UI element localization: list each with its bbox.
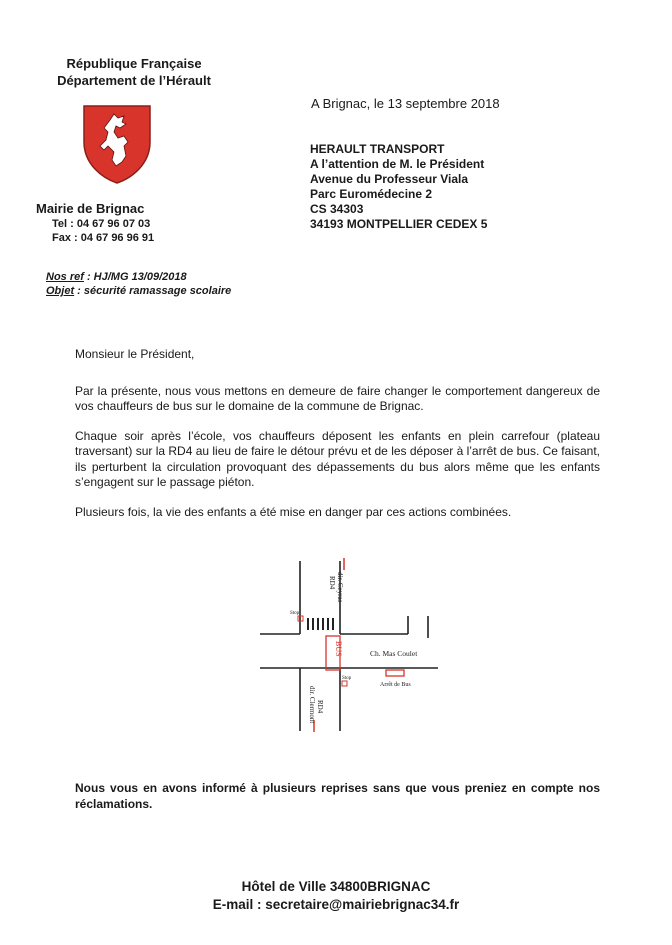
stop-bottom-label: Stop [342,676,352,681]
road-name-label: Ch. Mas Coulet [370,649,418,658]
objet [46,284,231,298]
pedestrian-crossing [308,618,333,630]
footer-address: Hôtel de Ville 34800BRIGNAC [241,879,431,894]
closing-paragraph: Nous vous en avons informé à plusieurs reprises sans que vous preniez en compte nos réclamations. [75,781,600,811]
mairie-fax: Fax : 04 67 96 96 91 [52,232,155,244]
republic-title: République Française [66,56,202,71]
dir-ceyras-label: dir. Ceyras [336,572,344,603]
date-line: A Brignac, le 13 septembre 2018 [311,96,500,111]
nos-ref-label: Nos ref [46,271,84,283]
paragraph-2: Chaque soir après l’école, vos chauffeurs déposent les enfants en plein carrefour (plateau traversant) sur la RD4 au lieu de faire le détour prévu et de les déposer à l’arrêt de bus. Ce faisant, ils perturbent la circulation provoquant des dépassements du bus alors même que les enfants s’engagent sur le passage piéton. [75,428,600,489]
recipient-line: CS 34303 [310,202,364,216]
nos-ref [46,270,231,284]
objet-value: : sécurité ramassage scolaire [74,285,232,297]
recipient-line: A l’attention de M. le Président [310,157,485,171]
paragraph-1: Par la présente, nous vous mettons en demeure de faire changer le comportement dangereux de vos chauffeurs de bus sur le domaine de la commune de Brignac. [75,383,600,413]
paragraph-3: Plusieurs fois, la vie des enfants a été mise en danger par ces actions combinées. [75,504,512,519]
rd4-bottom-label: RD4 [316,700,324,714]
recipient-line: Avenue du Professeur Viala [310,172,469,186]
rd4-top-label: RD4 [328,576,336,590]
footer-email: E-mail : secretaire@mairiebrignac34.fr [212,897,460,912]
objet-label: Objet [46,285,75,297]
stop-bottom-sign-icon [342,681,347,686]
recipient-block [310,142,487,232]
header-block [44,55,224,89]
salutation: Monsieur le Président, [75,347,195,361]
bus-stop-icon [386,670,404,676]
mairie-tel: Tel : 04 67 96 07 03 [52,218,151,230]
references-block [46,270,231,298]
department-title: Département de l’Hérault [57,73,211,88]
mairie-name: Mairie de Brignac [36,201,145,216]
bus-label: BUS [334,641,343,657]
recipient-line: Parc Euromédecine 2 [310,187,433,201]
stop-top-label: Stop [290,611,300,616]
letter-body [75,347,600,520]
recipient-line: 34193 MONTPELLIER CEDEX 5 [310,217,488,231]
nos-ref-value: : HJ/MG 13/09/2018 [83,271,187,283]
recipient-line: HERAULT TRANSPORT [310,142,445,156]
mairie-block [36,200,216,245]
coat-of-arms-icon [80,102,154,186]
dir-clermont-label: dir. Clermont [308,686,316,724]
bus-stop-label: Arrêt de Bus [380,682,411,688]
intersection-diagram [258,556,448,736]
